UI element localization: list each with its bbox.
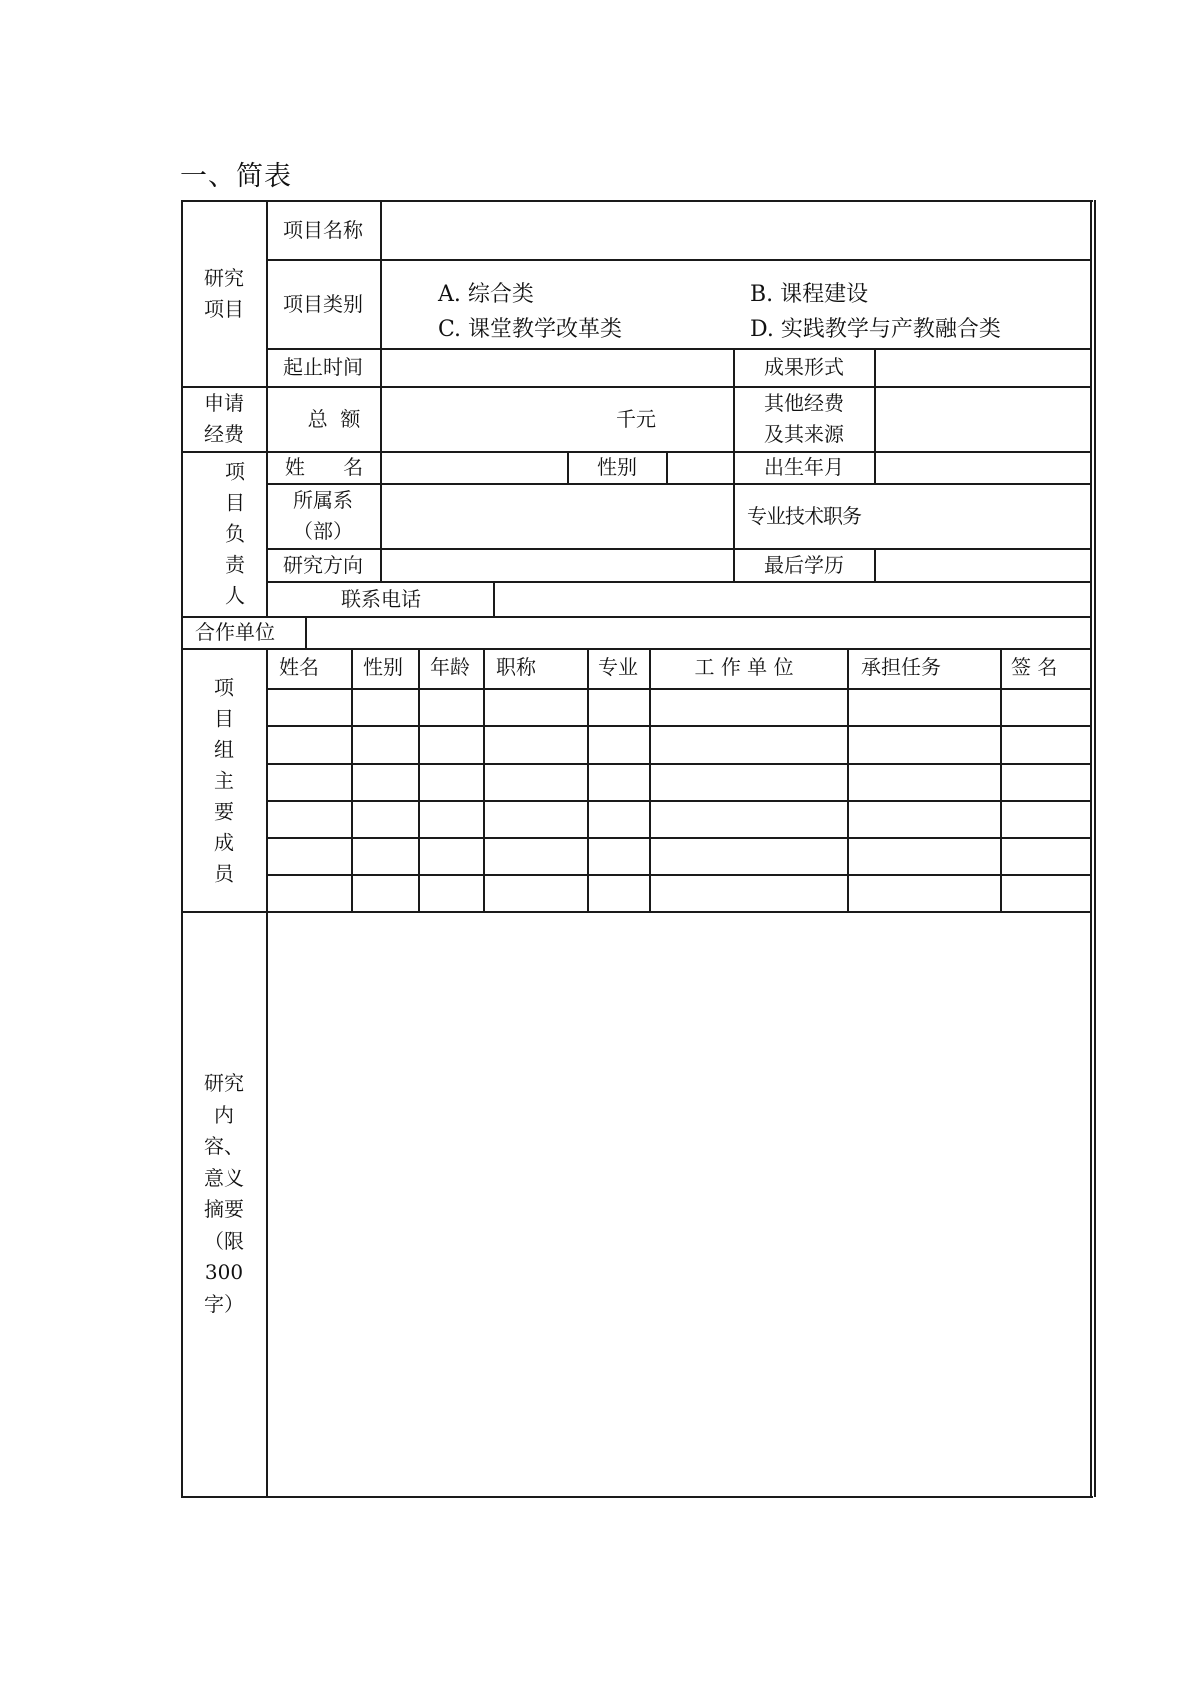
member-cell-title[interactable] <box>485 690 586 724</box>
member-cell-age[interactable] <box>420 727 482 762</box>
leader-group-label: 项目负责人 <box>225 459 245 608</box>
member-cell-major[interactable] <box>589 765 648 799</box>
leader-name-label: 姓 名 <box>284 455 364 479</box>
table-border-bottom <box>181 1496 1093 1498</box>
page-title: 一、简表 <box>180 161 292 192</box>
leader-title-label: 专业技术职务 <box>747 504 861 528</box>
col-divider <box>266 200 268 616</box>
leader-birth-label: 出生年月 <box>764 455 844 479</box>
abstract-field[interactable] <box>268 913 1089 1495</box>
members-group-label: 项目组主要成员 <box>214 675 234 886</box>
member-cell-major[interactable] <box>589 839 648 873</box>
member-cell-age[interactable] <box>420 802 482 836</box>
category-option-a[interactable]: A. 综合类 <box>438 282 534 307</box>
leader-education-field[interactable] <box>876 550 1089 580</box>
total-amount-field[interactable] <box>382 388 732 450</box>
row-divider <box>181 648 1092 650</box>
member-cell-signature[interactable] <box>1002 690 1089 724</box>
member-cell-age[interactable] <box>420 690 482 724</box>
leader-phone-field[interactable] <box>495 583 1089 615</box>
table-border-right-double <box>1094 200 1096 1497</box>
member-cell-title[interactable] <box>485 765 586 799</box>
member-cell-task[interactable] <box>849 802 999 836</box>
member-cell-unit[interactable] <box>651 727 846 762</box>
outcome-label: 成果形式 <box>764 355 844 379</box>
member-cell-title[interactable] <box>485 876 586 910</box>
member-cell-name[interactable] <box>268 802 350 836</box>
member-cell-signature[interactable] <box>1002 727 1089 762</box>
members-col-title: 职称 <box>496 655 536 679</box>
member-cell-gender[interactable] <box>353 727 417 762</box>
leader-dept-field[interactable] <box>382 485 732 547</box>
leader-direction-field[interactable] <box>382 550 732 580</box>
member-cell-name[interactable] <box>268 727 350 762</box>
member-cell-name[interactable] <box>268 839 350 873</box>
leader-dept-label-text: 所属系 （部） <box>293 488 353 543</box>
members-col-major: 专业 <box>598 655 638 679</box>
leader-gender-label: 性别 <box>597 455 637 479</box>
row-divider <box>266 259 1092 261</box>
member-cell-signature[interactable] <box>1002 876 1089 910</box>
funding-group-label <box>204 388 244 450</box>
members-col-age: 年龄 <box>430 655 470 679</box>
leader-education-label: 最后学历 <box>764 553 844 577</box>
other-funding-label <box>764 388 844 450</box>
members-col-signature: 签 名 <box>1011 655 1058 679</box>
member-cell-gender[interactable] <box>353 802 417 836</box>
category-option-b[interactable]: B. 课程建设 <box>750 282 869 307</box>
member-cell-age[interactable] <box>420 876 482 910</box>
member-cell-major[interactable] <box>589 727 648 762</box>
project-category-label: 项目类别 <box>283 292 363 316</box>
category-option-c[interactable]: C. 课堂教学改革类 <box>438 317 623 342</box>
project-group-label-text: 研究 项目 <box>204 266 244 321</box>
member-cell-title[interactable] <box>485 802 586 836</box>
partner-field[interactable] <box>307 618 1089 647</box>
member-cell-gender[interactable] <box>353 765 417 799</box>
member-cell-title[interactable] <box>485 727 586 762</box>
leader-birth-field[interactable] <box>876 453 1089 482</box>
member-cell-major[interactable] <box>589 802 648 836</box>
other-funding-label-text: 其他经费 及其来源 <box>764 391 844 446</box>
member-cell-signature[interactable] <box>1002 802 1089 836</box>
outcome-field[interactable] <box>876 350 1089 385</box>
member-cell-gender[interactable] <box>353 876 417 910</box>
members-col-name: 姓名 <box>279 655 319 679</box>
member-cell-gender[interactable] <box>353 839 417 873</box>
leader-direction-label: 研究方向 <box>283 553 363 577</box>
period-field[interactable] <box>382 350 732 385</box>
funding-group-label-text: 申请 经费 <box>204 391 244 446</box>
member-cell-unit[interactable] <box>651 839 846 873</box>
col-divider <box>567 451 569 483</box>
abstract-group-label: 研究内容、意义摘要（限300字） <box>204 1071 244 1316</box>
member-cell-age[interactable] <box>420 839 482 873</box>
member-cell-name[interactable] <box>268 690 350 724</box>
member-cell-gender[interactable] <box>353 690 417 724</box>
project-group-label <box>204 263 244 325</box>
member-cell-unit[interactable] <box>651 876 846 910</box>
category-option-d[interactable]: D. 实践教学与产教融合类 <box>750 317 1001 342</box>
members-col-unit: 工 作 单 位 <box>694 655 794 679</box>
members-col-task: 承担任务 <box>861 655 941 679</box>
other-funding-field[interactable] <box>876 388 1089 450</box>
project-name-label: 项目名称 <box>283 218 363 242</box>
member-cell-signature[interactable] <box>1002 765 1089 799</box>
member-cell-unit[interactable] <box>651 765 846 799</box>
period-label: 起止时间 <box>283 355 363 379</box>
table-border-right <box>1090 200 1092 1497</box>
member-cell-task[interactable] <box>849 690 999 724</box>
member-cell-age[interactable] <box>420 765 482 799</box>
member-cell-unit[interactable] <box>651 802 846 836</box>
total-amount-label: 总 额 <box>307 407 361 431</box>
partner-label: 合作单位 <box>195 620 275 644</box>
col-divider <box>733 348 735 451</box>
member-cell-name[interactable] <box>268 765 350 799</box>
member-cell-task[interactable] <box>849 765 999 799</box>
leader-title-field[interactable] <box>735 485 1089 547</box>
total-amount-unit: 千元 <box>616 407 656 431</box>
member-cell-major[interactable] <box>589 876 648 910</box>
member-cell-signature[interactable] <box>1002 839 1089 873</box>
member-cell-task[interactable] <box>849 876 999 910</box>
leader-name-field[interactable] <box>382 453 566 482</box>
project-name-field[interactable] <box>382 202 1089 258</box>
leader-phone-label: 联系电话 <box>341 587 421 611</box>
member-cell-unit[interactable] <box>651 690 846 724</box>
member-cell-title[interactable] <box>485 839 586 873</box>
member-cell-name[interactable] <box>268 876 350 910</box>
table-border-left <box>181 200 183 1497</box>
member-cell-task[interactable] <box>849 839 999 873</box>
member-cell-major[interactable] <box>589 690 648 724</box>
members-col-gender: 性别 <box>363 655 403 679</box>
leader-dept-label <box>293 485 353 547</box>
member-cell-task[interactable] <box>849 727 999 762</box>
leader-gender-field[interactable] <box>668 453 732 482</box>
